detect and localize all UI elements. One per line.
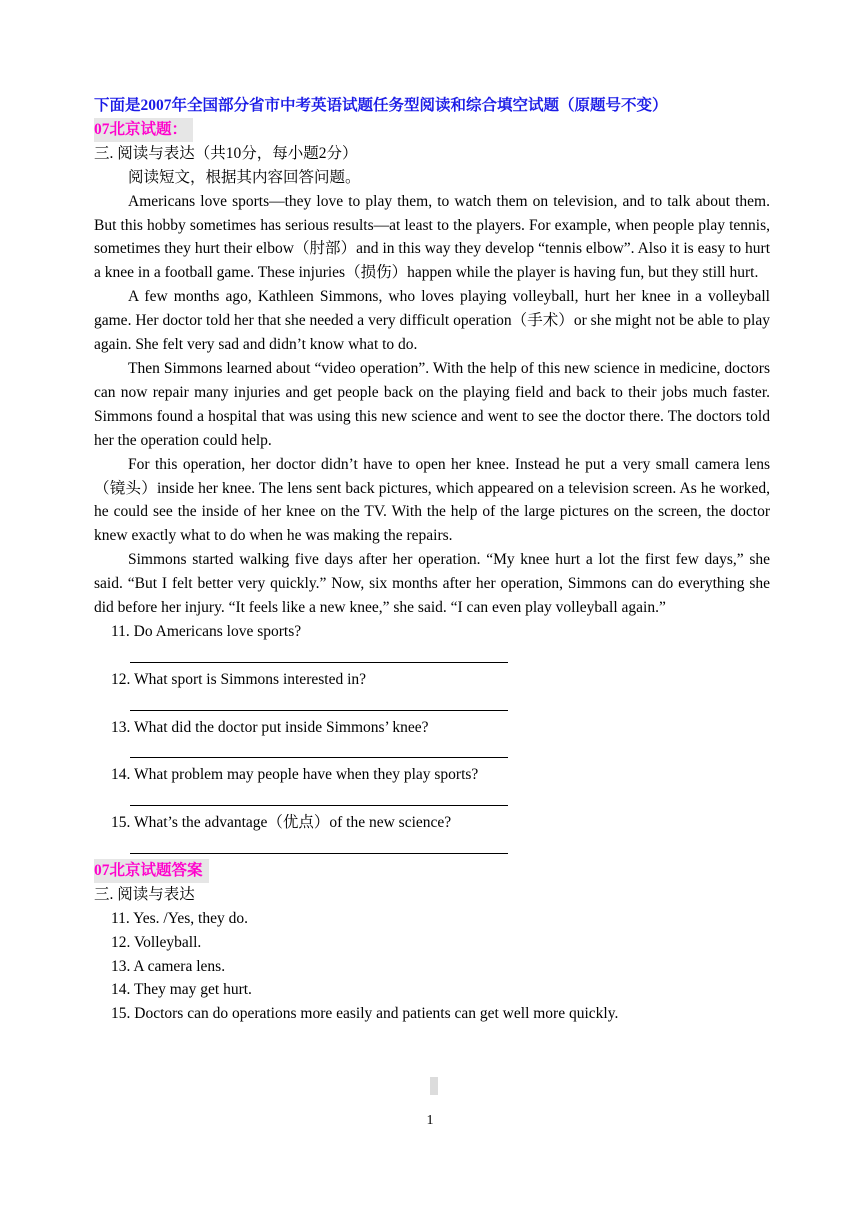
answer-item: 13. A camera lens. [111, 957, 226, 975]
page-number: 1 [426, 1113, 434, 1128]
answer-blank-line [130, 692, 508, 716]
text-cursor-marker [430, 1077, 438, 1095]
instruction-text: 阅读短文，根据其内容回答问题。 [128, 168, 361, 186]
part-title: 三. 阅读与表达（共10分，每小题2分） [94, 144, 358, 162]
section-label-answers: 07北京试题答案 [94, 859, 209, 883]
answer-item: 11. Yes. /Yes, they do. [111, 909, 248, 927]
passage-paragraph: For this operation, her doctor didn’t have to open her knee. Instead he put a very small camera lens（镜头）inside her knee. The lens sent back pictures, which appeared on a television screen. As he worked, he could see the inside of her knee on the TV. With the help of the large pictures on the screen, the doctor knew exactly what to do when he was making the repairs. [94, 455, 770, 545]
answer-blank-line [130, 787, 508, 811]
page-content [94, 94, 770, 1026]
answer-blank-line [130, 739, 508, 763]
passage-paragraph: A few months ago, Kathleen Simmons, who loves playing volleyball, hurt her knee in a volleyball game. Her doctor told her that she needed a very difficult operation（手术）or she might not be able to play again. She felt very sad and didn’t know what to do. [94, 288, 770, 354]
answer-item: 14. They may get hurt. [111, 981, 252, 999]
passage-paragraph: Then Simmons learned about “video operation”. With the help of this new science in medicine, doctors can now repair many injuries and get people back on the playing field and back to their jobs much faster. Simmons found a hospital that was using this new science and went to see the doctor there. The doctors told her the operation could help. [94, 359, 770, 449]
passage-paragraph: Simmons started walking five days after her operation. “My knee hurt a lot the first few days,” she said. “But I felt better very quickly.” Now, six months after her operation, Simmons can do everything she did before her injury. “It feels like a new knee,” she said. “I can even play volleyball again.” [94, 551, 770, 617]
question-item: 12. What sport is Simmons interested in? [111, 670, 367, 688]
question-item: 11. Do Americans love sports? [111, 622, 302, 640]
answer-item: 15. Doctors can do operations more easily and patients can get well more quickly. [111, 1005, 619, 1023]
passage-paragraph: Americans love sports—they love to play them, to watch them on television, and to talk about them. But this hobby sometimes has serious results—at least to the players. For example, when people play tennis, sometimes they hurt their elbow（肘部）and in this way they develop “tennis elbow”. Also it is easy to hurt a knee in a football game. These injuries（损伤）happen while the player is having fun, but they still hurt. [94, 192, 770, 282]
question-item: 13. What did the doctor put inside Simmons’ knee? [111, 718, 429, 736]
answers-part-title: 三. 阅读与表达 [94, 885, 195, 903]
answer-item: 12. Volleyball. [111, 933, 202, 951]
question-item: 14. What problem may people have when they play sports? [111, 766, 479, 784]
question-item: 15. What’s the advantage（优点）of the new science? [111, 814, 452, 832]
answer-blank-line [130, 644, 508, 668]
page-title: 下面是2007年全国部分省市中考英语试题任务型阅读和综合填空试题（原题号不变） [94, 97, 668, 114]
answer-blank-line [130, 835, 508, 859]
section-label-exam: 07北京试题： [94, 118, 193, 142]
